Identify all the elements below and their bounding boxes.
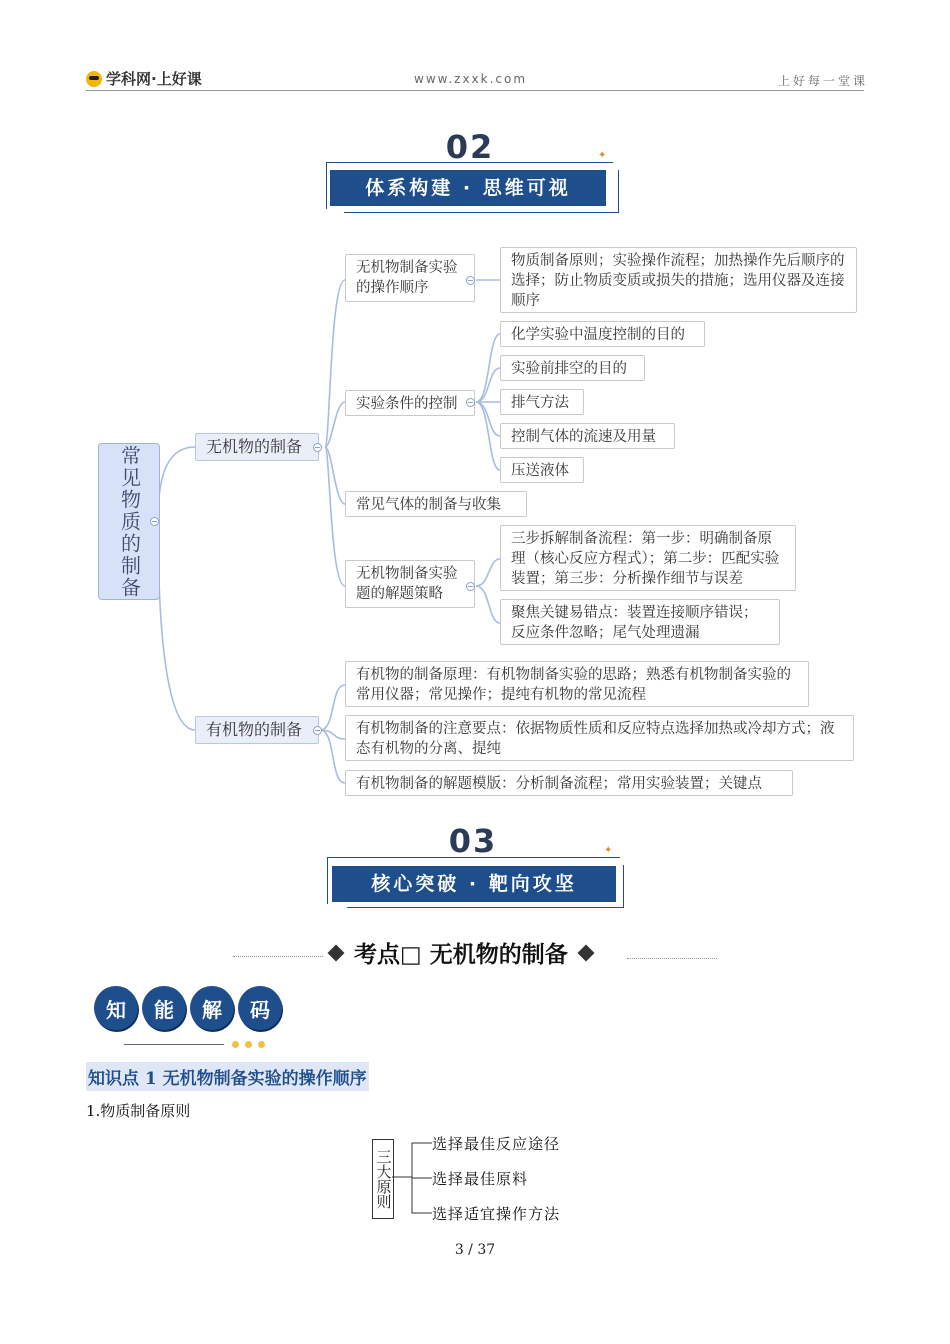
mindmap-leaf: 压送液体 bbox=[500, 457, 584, 483]
tag-circle: 能 bbox=[142, 986, 186, 1030]
mindmap-leaf: 有机物制备的注意要点：依据物质性质和反应特点选择加热或冷却方式；液态有机物的分离、提纯 bbox=[345, 715, 854, 761]
dot-icon bbox=[245, 1041, 252, 1048]
principles-box: 三大原则 bbox=[372, 1139, 394, 1219]
principle-item: 选择适宜操作方法 bbox=[432, 1205, 561, 1223]
collapse-icon[interactable] bbox=[313, 443, 322, 452]
collapse-icon[interactable] bbox=[466, 582, 475, 591]
mindmap-node-strategy: 无机物制备实验题的解题策略 bbox=[345, 560, 475, 608]
tag-underline bbox=[124, 1044, 224, 1045]
mindmap-leaf: 有机物的制备原理：有机物制备实验的思路；熟悉有机物制备实验的常用仪器；常见操作；提纯有机物的常见流程 bbox=[345, 661, 809, 707]
section-number: 02 bbox=[445, 128, 495, 166]
mindmap-node-operation-order: 无机物制备实验的操作顺序 bbox=[345, 254, 475, 302]
mindmap-node-conditions: 实验条件的控制 bbox=[345, 390, 475, 416]
mindmap-leaf: 控制气体的流速及用量 bbox=[500, 423, 675, 449]
section-title: 核心突破 · 靶向攻坚 bbox=[332, 866, 616, 902]
knowledge-point-title: 知识点 1 无机物制备实验的操作顺序 bbox=[86, 1062, 369, 1091]
tag-circle: 解 bbox=[190, 986, 234, 1030]
page-number: 3 / 37 bbox=[454, 1242, 496, 1258]
header-url: www.zxxk.com bbox=[414, 72, 528, 86]
mindmap-leaf: 三步拆解制备流程：第一步：明确制备原理（核心反应方程式）；第二步：匹配实验装置；第三步：分析操作细节与误差 bbox=[500, 525, 796, 591]
mindmap-leaf: 化学实验中温度控制的目的 bbox=[500, 321, 705, 347]
section-number: 03 bbox=[448, 822, 498, 860]
subheading: 1.物质制备原则 bbox=[86, 1102, 191, 1120]
tag-circle: 码 bbox=[238, 986, 282, 1030]
collapse-icon[interactable] bbox=[150, 517, 159, 526]
mindmap-node-organic: 有机物的制备 bbox=[195, 716, 319, 744]
sparkle-icon: ✦ bbox=[604, 845, 613, 856]
dot-icon bbox=[232, 1041, 239, 1048]
sparkle-icon: ✦ bbox=[598, 150, 607, 161]
kaodian-heading bbox=[330, 936, 592, 969]
mindmap-leaf: 实验前排空的目的 bbox=[500, 355, 645, 381]
collapse-icon[interactable] bbox=[466, 398, 475, 407]
collapse-icon[interactable] bbox=[313, 726, 322, 735]
diamond-icon bbox=[577, 944, 594, 961]
dotted-rule bbox=[233, 956, 323, 957]
tag-row bbox=[94, 986, 282, 1030]
tag-circle: 知 bbox=[94, 986, 138, 1030]
principle-item: 选择最佳原料 bbox=[432, 1170, 529, 1188]
mindmap-root: 常见物质的制备 bbox=[98, 443, 160, 600]
principles-bracket bbox=[392, 1138, 434, 1220]
section-title: 体系构建 · 思维可视 bbox=[330, 170, 606, 206]
mindmap-leaf: 有机物制备的解题模版：分析制备流程；常用实验装置；关键点 bbox=[345, 770, 793, 796]
mindmap-leaf: 物质制备原则；实验操作流程；加热操作先后顺序的选择；防止物质变质或损失的措施；选用仪器及连接顺序 bbox=[500, 247, 857, 313]
mindmap-node-gas-collection: 常见气体的制备与收集 bbox=[345, 491, 527, 517]
decor-dots bbox=[232, 1041, 265, 1048]
diamond-icon bbox=[328, 944, 345, 961]
dot-icon bbox=[258, 1041, 265, 1048]
principle-item: 选择最佳反应途径 bbox=[432, 1135, 561, 1153]
collapse-icon[interactable] bbox=[466, 276, 475, 285]
header-slogan: 上好每一堂课 bbox=[778, 74, 869, 88]
section-banner-03 bbox=[325, 857, 625, 909]
mindmap-node-inorganic: 无机物的制备 bbox=[195, 433, 319, 461]
dotted-rule bbox=[627, 958, 717, 959]
logo-text: 学科网·上好课 bbox=[106, 70, 202, 88]
kaodian-title: 考点□ 无机物的制备 bbox=[354, 942, 568, 968]
mindmap-leaf: 聚焦关键易错点：装置连接顺序错误；反应条件忽略；尾气处理遗漏 bbox=[500, 599, 780, 645]
mindmap-leaf: 排气方法 bbox=[500, 389, 584, 415]
